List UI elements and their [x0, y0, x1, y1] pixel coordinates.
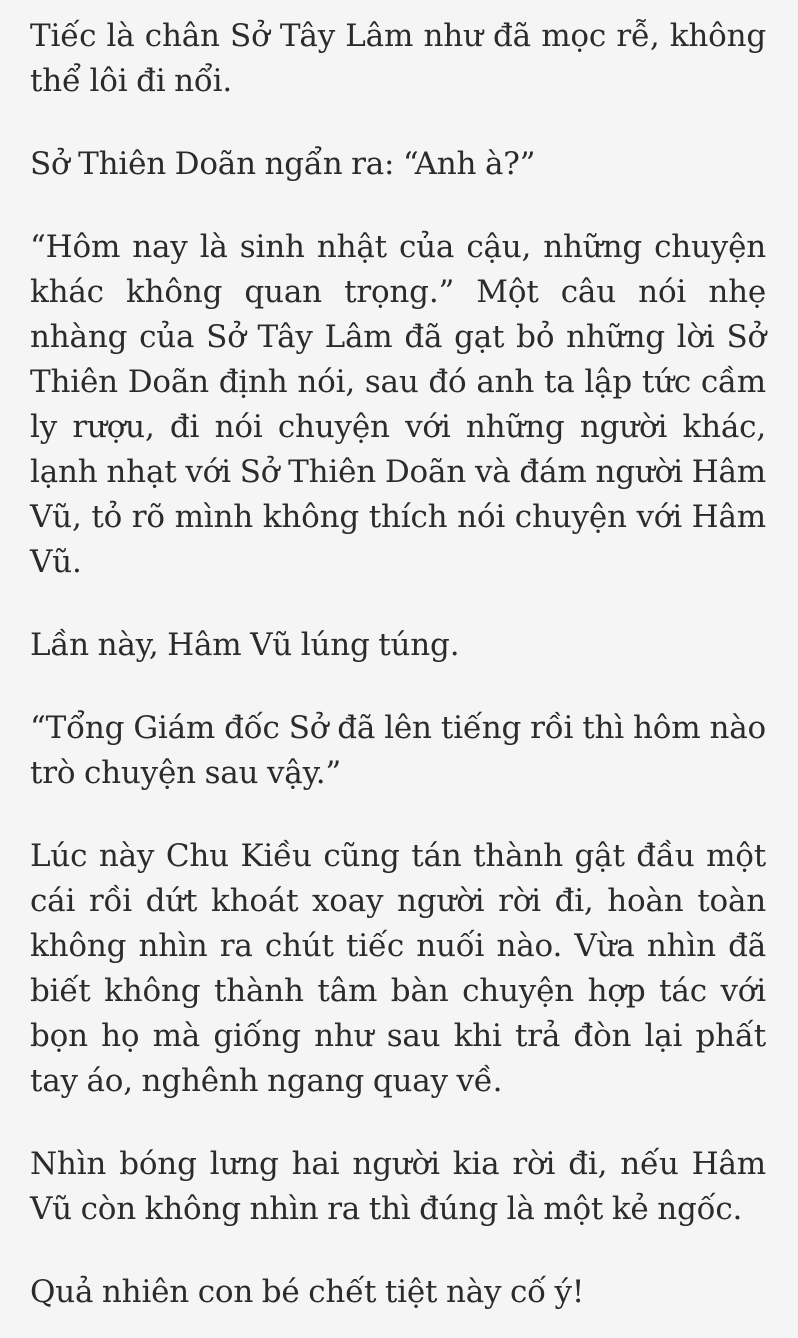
paragraph-2: Sở Thiên Doãn ngẩn ra: “Anh à?”	[30, 146, 536, 182]
paragraph-3: “Hôm nay là sinh nhật của cậu, những chuyện khác không quan trọng.” Một câu nói nhẹ nhàng của Sở Tây Lâm đã gạt bỏ những lời Sở Thiên Doãn định nói, sau đó anh ta lập tức cầm ly rượu, đi nói chuyện với những người khác, lạnh nhạt với Sở Thiên Doãn và đám người Hâm Vũ, tỏ rõ mình không thích nói chuyện với Hâm Vũ.	[30, 229, 766, 580]
paragraph-1: Tiếc là chân Sở Tây Lâm như đã mọc rễ, không thể lôi đi nổi.	[30, 18, 766, 99]
paragraph-5: “Tổng Giám đốc Sở đã lên tiếng rồi thì hôm nào trò chuyện sau vậy.”	[30, 710, 766, 791]
paragraph-8: Quả nhiên con bé chết tiệt này cố ý!	[30, 1274, 585, 1310]
paragraph-6: Lúc này Chu Kiều cũng tán thành gật đầu một cái rồi dứt khoát xoay người rời đi, hoàn toàn không nhìn ra chút tiếc nuối nào. Vừa nhìn đã biết không thành tâm bàn chuyện hợp tác với bọn họ mà giống như sau khi trả đòn lại phất tay áo, nghênh ngang quay về.	[30, 838, 766, 1099]
paragraph-4: Lần này, Hâm Vũ lúng túng.	[30, 627, 460, 663]
paragraph-7: Nhìn bóng lưng hai người kia rời đi, nếu Hâm Vũ còn không nhìn ra thì đúng là một kẻ ngốc.	[30, 1146, 766, 1227]
